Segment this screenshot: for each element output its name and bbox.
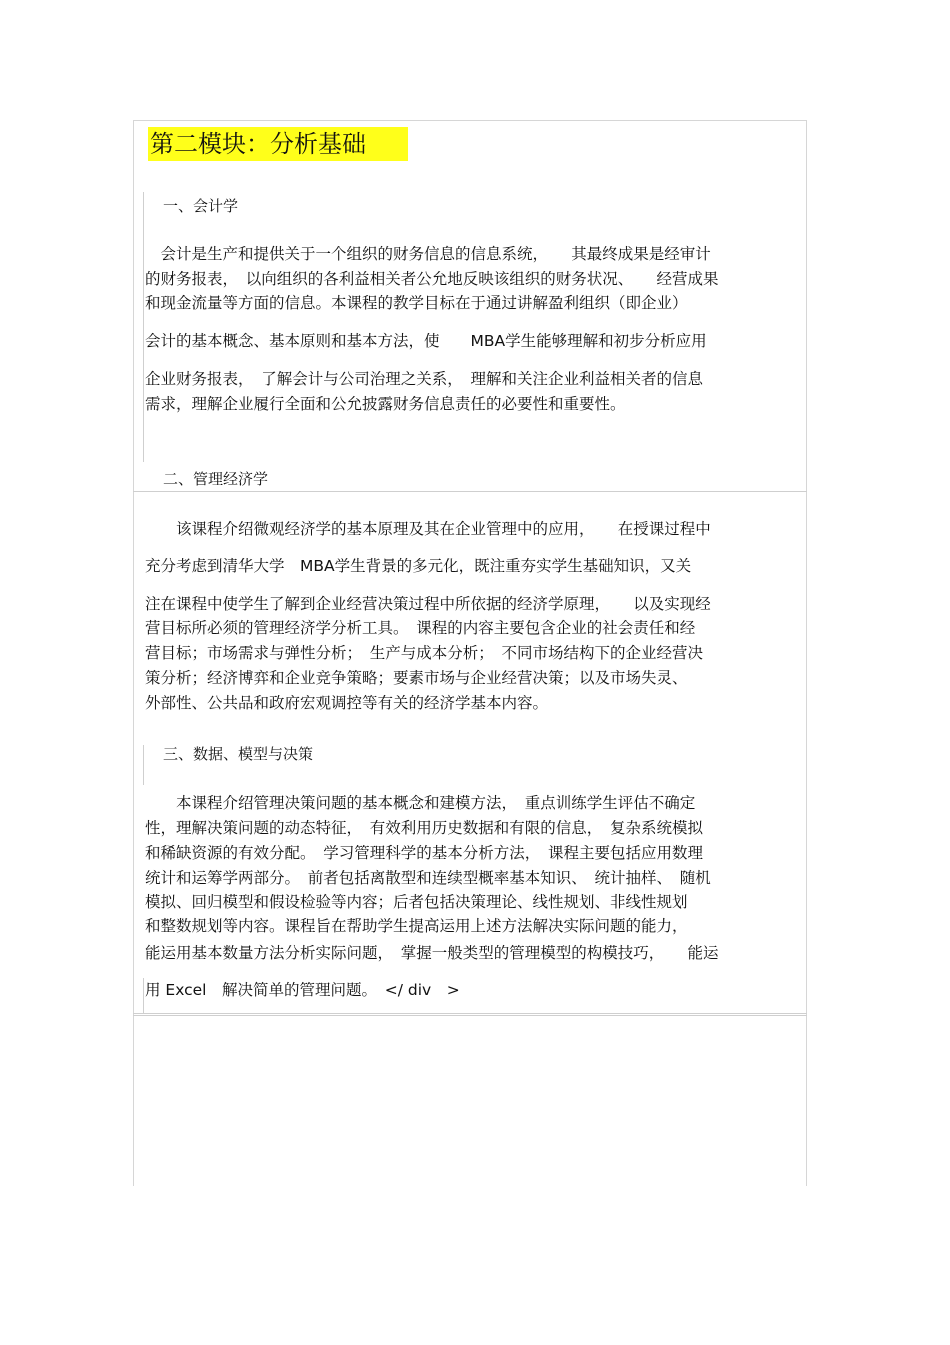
paragraph-line: 营目标所必须的管理经济学分析工具。 课程的内容主要包含企业的社会责任和经 [145, 619, 696, 637]
paragraph-line: 充分考虑到清华大学 MBA学生背景的多元化，既注重夯实学生基础知识，又关 [145, 557, 692, 575]
paragraph-line: 会计是生产和提供关于一个组织的财务信息的信息系统， 其最终成果是经审计 [145, 245, 711, 263]
paragraph-line: 用 Excel 解决简单的管理问题。 </ div > [145, 981, 460, 999]
paragraph-line: 策分析；经济博弈和企业竞争策略；要素市场与企业经营决策；以及市场失灵、 [145, 669, 688, 687]
paragraph-line: 和稀缺资源的有效分配。 学习管理科学的基本分析方法， 课程主要包括应用数理 [145, 844, 704, 862]
paragraph-line: 性，理解决策问题的动态特征， 有效利用历史数据和有限的信息， 复杂系统模拟 [145, 819, 704, 837]
paragraph-line: 模拟、回归模型和假设检验等内容；后者包括决策理论、线性规划、非线性规划 [145, 893, 688, 911]
paragraph-line: 本课程介绍管理决策问题的基本概念和建模方法， 重点训练学生评估不确定 [145, 794, 696, 812]
paragraph-line: 能运用基本数量方法分析实际问题， 掌握一般类型的管理模型的构模技巧， 能运 [145, 944, 719, 962]
section-heading-data-models-decisions: 三、数据、模型与决策 [163, 745, 314, 763]
left-rule [143, 978, 144, 1014]
module-title: 第二模块：分析基础 [148, 127, 408, 161]
paragraph-line: 企业财务报表， 了解会计与公司治理之关系， 理解和关注企业利益相关者的信息 [145, 370, 704, 388]
paragraph-line: 和现金流量等方面的信息。本课程的教学目标在于通过讲解盈利组织（即企业） [145, 294, 688, 312]
paragraph-line: 注在课程中使学生了解到企业经营决策过程中所依据的经济学原理， 以及实现经 [145, 595, 711, 613]
paragraph-line: 的财务报表， 以向组织的各利益相关者公允地反映该组织的财务状况、 经营成果 [145, 270, 719, 288]
section-divider-1 [133, 491, 807, 492]
paragraph-line: 该课程介绍微观经济学的基本原理及其在企业管理中的应用， 在授课过程中 [145, 520, 711, 538]
left-rule [143, 745, 144, 785]
section-heading-managerial-economics: 二、管理经济学 [163, 470, 269, 488]
paragraph-line: 统计和运筹学两部分。 前者包括离散型和连续型概率基本知识、 统计抽样、 随机 [145, 869, 711, 887]
left-rule [143, 192, 144, 462]
paragraph-line: 营目标；市场需求与弹性分析； 生产与成本分析； 不同市场结构下的企业经营决 [145, 644, 704, 662]
section-divider-2 [133, 1013, 807, 1016]
section-heading-accounting: 一、会计学 [163, 197, 239, 215]
paragraph-line: 外部性、公共品和政府宏观调控等有关的经济学基本内容。 [145, 694, 549, 712]
paragraph-line: 需求，理解企业履行全面和公允披露财务信息责任的必要性和重要性。 [145, 395, 626, 413]
paragraph-line: 会计的基本概念、基本原则和基本方法，使 MBA学生能够理解和初步分析应用 [145, 332, 707, 350]
paragraph-line: 和整数规划等内容。课程旨在帮助学生提高运用上述方法解决实际问题的能力， [145, 917, 688, 935]
